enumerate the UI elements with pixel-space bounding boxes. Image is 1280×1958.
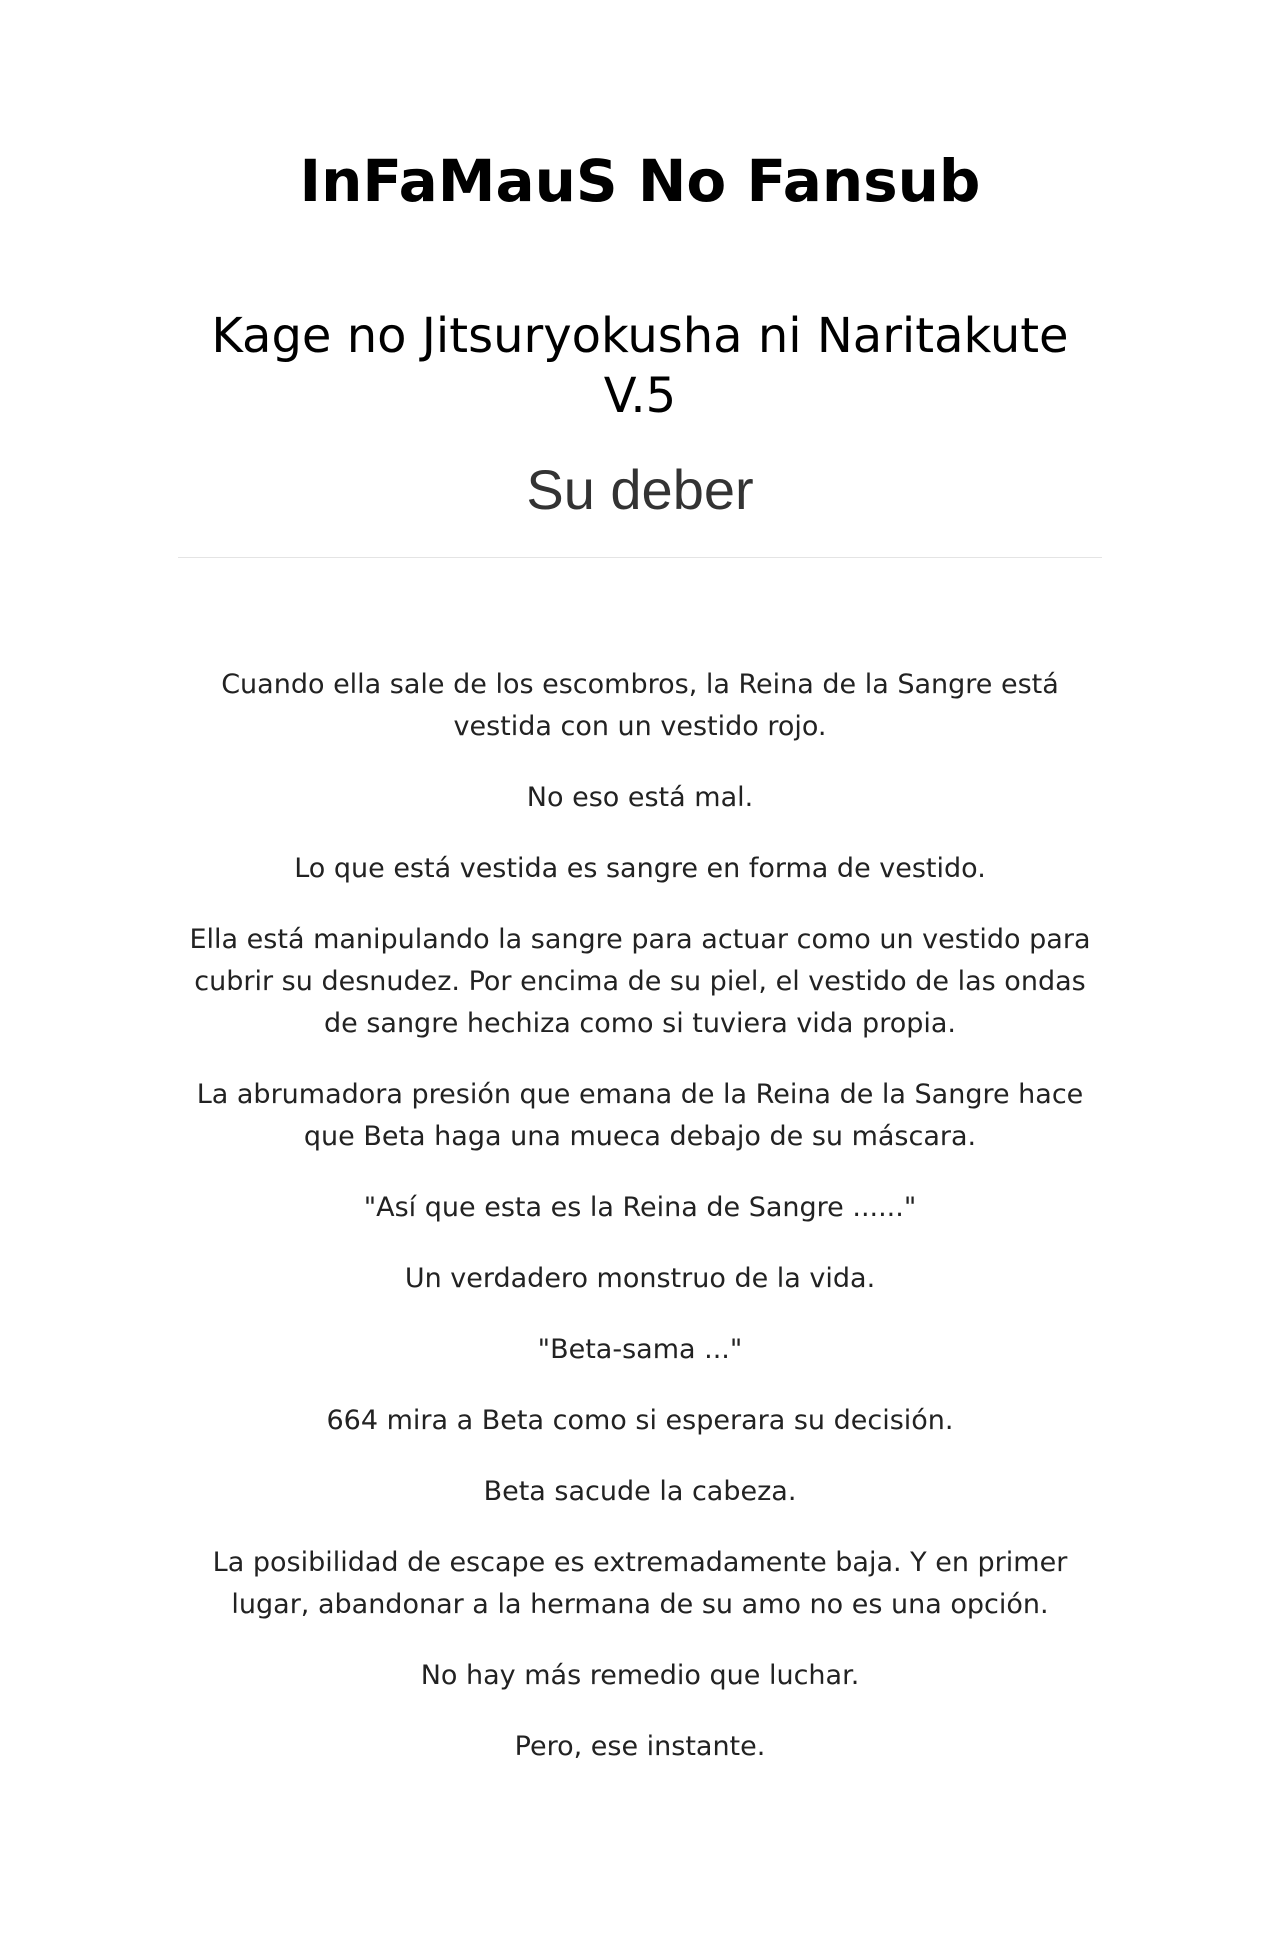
- paragraph: Un verdadero monstruo de la vida.: [404, 1263, 876, 1294]
- paragraph: Cuando ella sale de los escombros, la Reina de la Sangre está vestida con un vestido rojo.: [221, 669, 1059, 742]
- title-divider: [178, 557, 1102, 558]
- paragraph: La abrumadora presión que emana de la Reina de la Sangre hace que Beta haga una mueca debajo de su máscara.: [196, 1079, 1084, 1152]
- paragraph: Pero, ese instante.: [514, 1731, 766, 1762]
- paragraph: La posibilidad de escape es extremadamente baja. Y en primer lugar, abandonar a la hermana de su amo no es una opción.: [212, 1547, 1068, 1620]
- paragraph: "Así que esta es la Reina de Sangre ......": [363, 1192, 917, 1223]
- paragraph: Beta sacude la cabeza.: [483, 1476, 797, 1507]
- site-title: InFaMauS No Fansub: [299, 147, 981, 215]
- paragraph: Ella está manipulando la sangre para actuar como un vestido para cubrir su desnudez. Por encima de su piel, el vestido de las ondas de sangre hechiza como si tuviera vida propia.: [189, 924, 1091, 1039]
- series-title: Kage no Jitsuryokusha ni Naritakute V.5: [211, 308, 1069, 424]
- paragraph: Lo que está vestida es sangre en forma de vestido.: [294, 853, 986, 884]
- paragraph: 664 mira a Beta como si esperara su decisión.: [326, 1405, 954, 1436]
- paragraph: "Beta-sama ...": [537, 1334, 743, 1365]
- chapter-body: [180, 664, 1100, 1797]
- paragraph: No hay más remedio que luchar.: [420, 1660, 860, 1691]
- paragraph: No eso está mal.: [526, 782, 754, 813]
- chapter-title: Su deber: [526, 458, 754, 521]
